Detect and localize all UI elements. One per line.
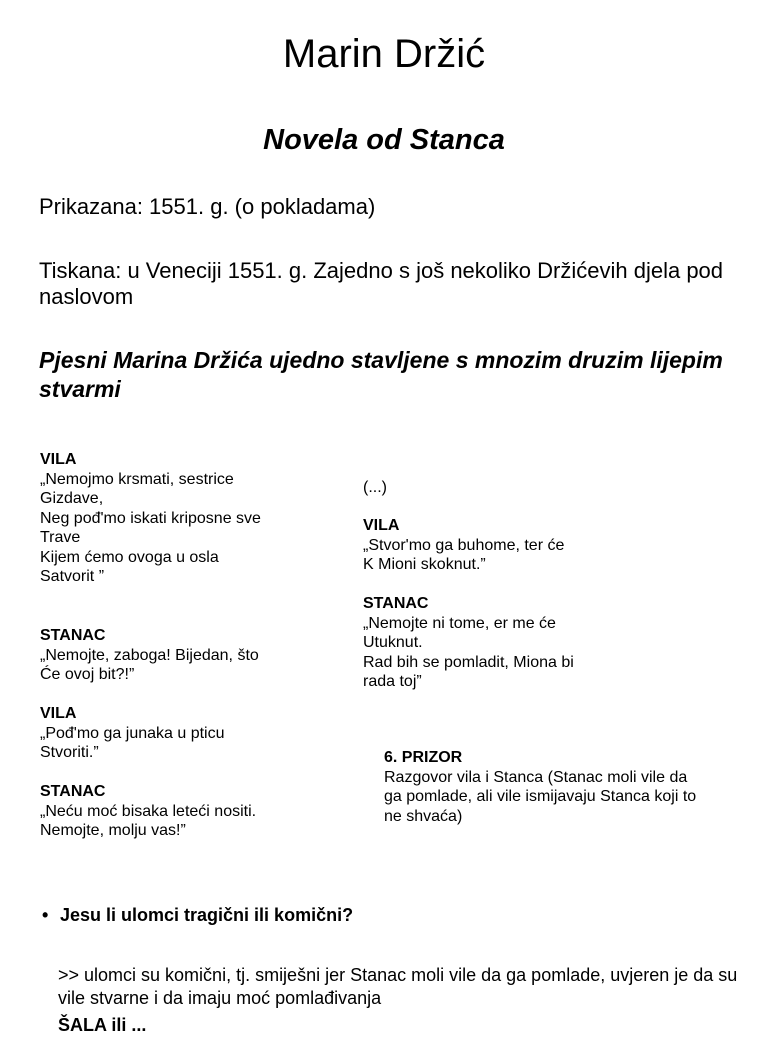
dialogue-text: „Nemojte, zaboga! Bijedan, što Će ovoj bit?!” [40,646,259,683]
scene-description [384,748,754,826]
bullet-icon: • [42,905,49,925]
dialogue-text: „Neću moć bisaka leteći nositi. Nemojte, molju vas!” [40,802,257,839]
speaker-name: VILA [40,705,77,722]
collection-title: Pjesni Marina Držića ujedno stavljene s mnozim druzim lijepim stvarmi [39,347,723,402]
dialogue-block [40,626,340,685]
page-title: Marin Držić [282,32,486,76]
dialogue-text: „Stvor'mo ga buhome, ter će K Mioni skoknut.” [363,536,565,573]
dialogue-block [363,594,723,692]
speaker-name: VILA [363,517,400,534]
answer-text: >> ulomci su komični, tj. smiješni jer Stanac moli vile da ga pomlade, uvjeren je da su vile stvarne i da imaju moć pomlađivanja [58,965,738,1008]
dialogue-block [363,516,723,575]
dialogue-block [40,782,340,841]
dialogue-text: „Nemojmo krsmati, sestrice Gizdave, Neg pođ'mo iskati kriposne sve Trave Kijem ćemo ovoga u osla Satvorit ” [40,470,261,585]
speaker-name: STANAC [40,627,106,644]
speaker-name: STANAC [40,783,106,800]
print-info: Tiskana: u Veneciji 1551. g. Zajedno s još nekoliko Držićevih djela pod naslovom [39,258,724,309]
premiere-info: Prikazana: 1551. g. (o pokladama) [39,194,376,219]
speaker-name: VILA [40,451,77,468]
work-title: Novela od Stanca [263,124,505,156]
dialogue-text: „Nemojte ni tome, er me će Utuknut. Rad bih se pomladit, Miona bi rada toj” [363,614,574,690]
dialogue-block [40,450,340,587]
ellipsis-text: (...) [363,479,387,496]
scene-text: Razgovor vila i Stanca (Stanac moli vile da ga pomlade, ali vile ismijavaju Stanca koji to ne shvaća) [384,768,697,825]
dialogue-block [40,704,340,763]
scene-heading: 6. PRIZOR [384,749,463,766]
question-text: Jesu li ulomci tragični ili komični? [60,905,354,925]
dialogue-text: „Pođ'mo ga junaka u pticu Stvoriti.” [40,724,225,761]
cutoff-text: ŠALA ili ... [58,1015,147,1035]
question-item [42,904,353,926]
speaker-name: STANAC [363,595,429,612]
